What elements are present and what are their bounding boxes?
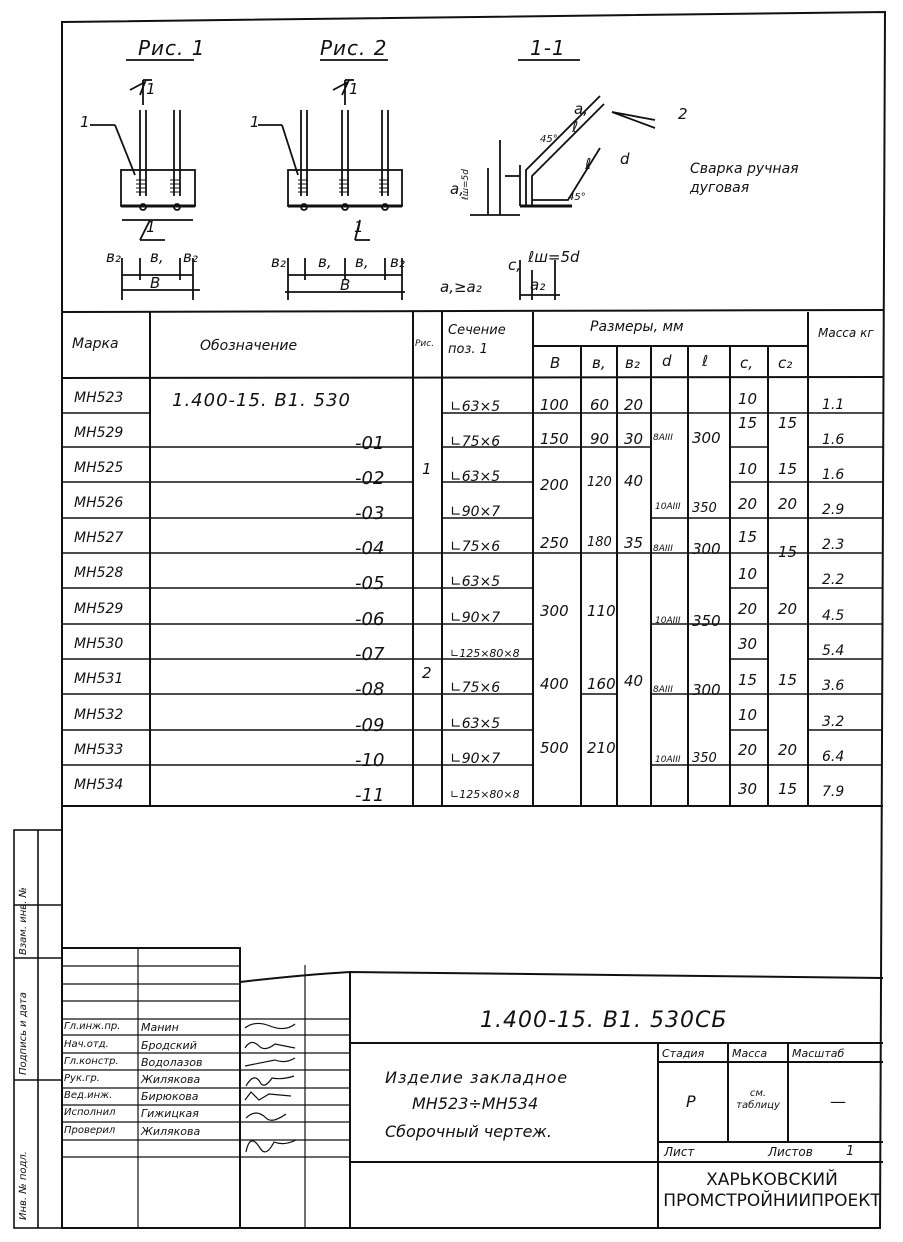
row-5-mass: 2.2 [822, 572, 845, 588]
row-11-designation: -11 [355, 785, 385, 806]
row-0-designation: 1.400-15. В1. 530 [172, 390, 351, 411]
row-4-section: ∟75×6 [450, 539, 501, 555]
role-5-title: Исполнил [64, 1107, 116, 1118]
role-1-title: Нач.отд. [64, 1039, 109, 1050]
row-3-mark: МН526 [74, 495, 124, 511]
B-400: 400 [540, 675, 569, 693]
row-10-mark: МН533 [74, 742, 124, 758]
row-8-section: ∟75×6 [450, 680, 501, 696]
section-weld-vert: ℓш=5d [461, 169, 471, 200]
c1-r1: 10 [738, 390, 758, 408]
table-top-line [62, 310, 883, 312]
c1-r2: 15 [738, 414, 758, 432]
row-4-designation: -04 [355, 538, 385, 559]
row-11-mass: 7.9 [822, 784, 845, 800]
section-angle-45-top: 45° [540, 134, 558, 145]
b2-40b: 40 [624, 672, 644, 690]
role-3-name: Жилякова [141, 1073, 201, 1086]
fig1-section-mark: 1 [146, 80, 156, 98]
role-6-name: Жилякова [141, 1125, 201, 1138]
col-header-d: d [662, 352, 672, 370]
B-150: 150 [540, 430, 569, 448]
mass-label: Масса [732, 1047, 768, 1060]
row-1-designation: -01 [355, 433, 385, 454]
c1-r7: 20 [738, 600, 758, 618]
org-line-1: ХАРЬКОВСКИЙ [706, 1170, 838, 1190]
row-1-section: ∟75×6 [450, 434, 501, 450]
c1-r8: 30 [738, 635, 758, 653]
section-dim-a: a, [574, 100, 588, 118]
row-1-mass: 1.6 [822, 432, 845, 448]
fig2-dim-b2-right: в₂ [390, 253, 405, 271]
doc-code: 1.400-15. В1. 530СБ [480, 1008, 728, 1033]
fig2-callout-1: 1 [250, 113, 260, 131]
c2-r9: 15 [778, 671, 798, 689]
fig1-dim-b1: в, [150, 248, 164, 266]
sidebar-sign-date: Подпись и дата [18, 992, 29, 1075]
b1-120: 120 [587, 475, 612, 490]
row-6-mass: 4.5 [822, 608, 845, 624]
b2-35: 35 [624, 534, 644, 552]
row-5-section: ∟63×5 [450, 574, 501, 590]
role-2-title: Гл.констр. [64, 1056, 119, 1067]
row-0-mark: МН523 [74, 390, 124, 406]
row-9-designation: -09 [355, 715, 385, 736]
d-8AIII-a: 8АIII [653, 433, 673, 443]
c1-r6: 10 [738, 565, 758, 583]
section-title: 1-1 [530, 36, 566, 60]
l-350-b: 350 [692, 612, 721, 630]
c1-r11: 20 [738, 741, 758, 759]
row-8-mass: 3.6 [822, 678, 845, 694]
section-condition: a,≥a₂ [440, 278, 482, 296]
section-dim-c1: c, [508, 256, 522, 274]
b1-210: 210 [587, 739, 616, 757]
role-6-title: Проверил [64, 1125, 116, 1136]
figure-2-title: Рис. 2 [320, 36, 388, 60]
mass-value: см. таблицу [736, 1088, 780, 1111]
col-header-b1: в, [592, 354, 606, 372]
row-6-section: ∟90×7 [450, 610, 501, 626]
fig1-section-mark-low: 1 [146, 218, 156, 236]
b1-160: 160 [587, 675, 616, 693]
row-6-designation: -06 [355, 609, 385, 630]
role-5-name: Гижицкая [141, 1107, 199, 1120]
sheet-label: Лист [664, 1145, 695, 1159]
d-10AIII-b: 10АIII [655, 616, 681, 626]
stage-value: Р [686, 1092, 696, 1111]
c1-r4: 20 [738, 495, 758, 513]
c1-r5: 15 [738, 528, 758, 546]
fig1-callout-1: 1 [80, 113, 90, 131]
fig2-section-mark-low: 1 [354, 218, 364, 236]
row-8-designation: -08 [355, 679, 385, 700]
row-0-section: ∟63×5 [450, 399, 501, 415]
row-8-mark: МН531 [74, 671, 124, 687]
l-300-c: 300 [692, 681, 721, 699]
l-300-b: 300 [692, 540, 721, 558]
c2-r3: 15 [778, 460, 798, 478]
b2-40a: 40 [624, 472, 644, 490]
row-2-mark: МН525 [74, 460, 124, 476]
c2-r4: 20 [778, 495, 798, 513]
role-0-title: Гл.инж.пр. [64, 1021, 121, 1032]
scale-value: — [830, 1092, 846, 1111]
c2-r1: 15 [778, 414, 798, 432]
d-8AIII-c: 8АIII [653, 685, 673, 695]
c1-r3: 10 [738, 460, 758, 478]
fig1-dim-b2-left: в₂ [106, 248, 121, 266]
row-10-mass: 6.4 [822, 749, 845, 765]
b1-110: 110 [587, 602, 616, 620]
row-10-designation: -10 [355, 750, 385, 771]
c2-r7: 20 [778, 600, 798, 618]
l-350-a: 350 [692, 501, 717, 516]
role-4-name: Бирюкова [141, 1090, 199, 1103]
item-name-3: Сборочный чертеж. [385, 1122, 552, 1141]
section-dim-a2: a₂ [530, 276, 546, 294]
section-callout-2: 2 [678, 105, 688, 123]
row-9-section: ∟63×5 [450, 716, 501, 732]
fig-cell-1: 1 [422, 460, 432, 478]
B-100: 100 [540, 396, 569, 414]
b1-90: 90 [590, 430, 610, 448]
fig2-section-mark: 1 [349, 80, 359, 98]
row-3-section: ∟90×7 [450, 504, 501, 520]
col-header-fig: Рис. [415, 339, 435, 349]
fig1-dim-B: B [150, 274, 161, 292]
row-2-designation: -02 [355, 468, 385, 489]
section-dim-l-top: ℓ [572, 118, 579, 136]
row-9-mark: МН532 [74, 707, 124, 723]
row-4-mark: МН527 [74, 530, 124, 546]
d-10AIII-c: 10АIII [655, 755, 681, 765]
row-2-mass: 1.6 [822, 467, 845, 483]
sidebar-vzam-inv: Взам. инв. № [18, 887, 29, 955]
fig1-dim-b2-right: в₂ [183, 248, 198, 266]
role-2-name: Водолазов [141, 1056, 203, 1069]
col-header-l: ℓ [702, 352, 709, 370]
role-3-title: Рук.гр. [64, 1073, 100, 1084]
section-angle-45-bottom: 45° [568, 192, 586, 203]
sidebar-inv-podl: Инв. № подл. [18, 1151, 29, 1220]
col-header-B: B [550, 354, 561, 372]
row-7-section: ∟125×80×8 [450, 647, 520, 660]
item-name-2: МН523÷МН534 [412, 1094, 539, 1113]
row-3-mass: 2.9 [822, 502, 845, 518]
col-header-mass: Масса кг [818, 326, 874, 340]
row-11-mark: МН534 [74, 777, 124, 793]
l-300-a: 300 [692, 429, 721, 447]
fig2-dim-b2-left: в₂ [271, 253, 286, 271]
row-10-section: ∟90×7 [450, 751, 501, 767]
welding-note: Сварка ручная дуговая [690, 161, 799, 196]
col-header-dims: Размеры, мм [590, 319, 684, 335]
col-header-b2: в₂ [625, 354, 640, 372]
row-9-mass: 3.2 [822, 714, 845, 730]
row-3-designation: -03 [355, 503, 385, 524]
section-dim-lw: ℓш=5d [528, 248, 580, 266]
col-header-c1: c, [740, 354, 754, 372]
c2-r5: 15 [778, 543, 798, 561]
c2-r11: 20 [778, 741, 798, 759]
section-dim-l: ℓ [585, 155, 592, 173]
B-200: 200 [540, 476, 569, 494]
row-6-mark: МН529 [74, 601, 124, 617]
role-1-name: Бродский [141, 1039, 197, 1052]
figure-1-title: Рис. 1 [138, 36, 206, 60]
scale-label: Масштаб [792, 1047, 845, 1060]
role-4-title: Вед.инж. [64, 1090, 113, 1101]
item-name-1: Изделие закладное [385, 1068, 569, 1087]
d-8AIII-b: 8АIII [653, 544, 673, 554]
row-11-section: ∟125×80×8 [450, 788, 520, 801]
row-7-mark: МН530 [74, 636, 124, 652]
l-350-c: 350 [692, 751, 717, 766]
col-header-mark: Марка [72, 336, 119, 352]
B-500: 500 [540, 739, 569, 757]
row-1-mark: МН529 [74, 425, 124, 441]
row-7-mass: 5.4 [822, 643, 845, 659]
c1-r9: 15 [738, 671, 758, 689]
b2-20: 20 [624, 396, 644, 414]
organization-name [662, 1170, 882, 1213]
row-2-section: ∟63×5 [450, 469, 501, 485]
c2-r12: 15 [778, 780, 798, 798]
sheets-value: 1 [846, 1144, 855, 1159]
row-4-mass: 2.3 [822, 537, 845, 553]
d-10AIII-a: 10АIII [655, 502, 681, 512]
fig2-dim-b1-b: в, [355, 253, 369, 271]
b2-30: 30 [624, 430, 644, 448]
section-dim-a1: a, [450, 180, 464, 198]
col-header-designation: Обозначение [200, 338, 298, 354]
org-line-2: ПРОМСТРОЙНИИПРОЕКТ [663, 1191, 881, 1212]
b1-180: 180 [587, 535, 612, 550]
B-300: 300 [540, 602, 569, 620]
row-5-mark: МН528 [74, 565, 124, 581]
sheets-label: Листов [768, 1145, 813, 1159]
c1-r12: 30 [738, 780, 758, 798]
b1-60: 60 [590, 396, 610, 414]
row-5-designation: -05 [355, 573, 385, 594]
section-dim-d: d [620, 150, 630, 168]
col-header-section: Сечение поз. 1 [448, 323, 506, 357]
stage-label: Стадия [662, 1047, 705, 1060]
c1-r10: 10 [738, 706, 758, 724]
B-250: 250 [540, 534, 569, 552]
row-0-mass: 1.1 [822, 397, 845, 413]
row-7-designation: -07 [355, 644, 385, 665]
col-header-c2: c₂ [778, 354, 793, 372]
fig2-dim-B: B [340, 276, 351, 294]
role-0-name: Манин [141, 1021, 179, 1034]
fig2-dim-b1-a: в, [318, 253, 332, 271]
fig-cell-2: 2 [422, 664, 432, 682]
